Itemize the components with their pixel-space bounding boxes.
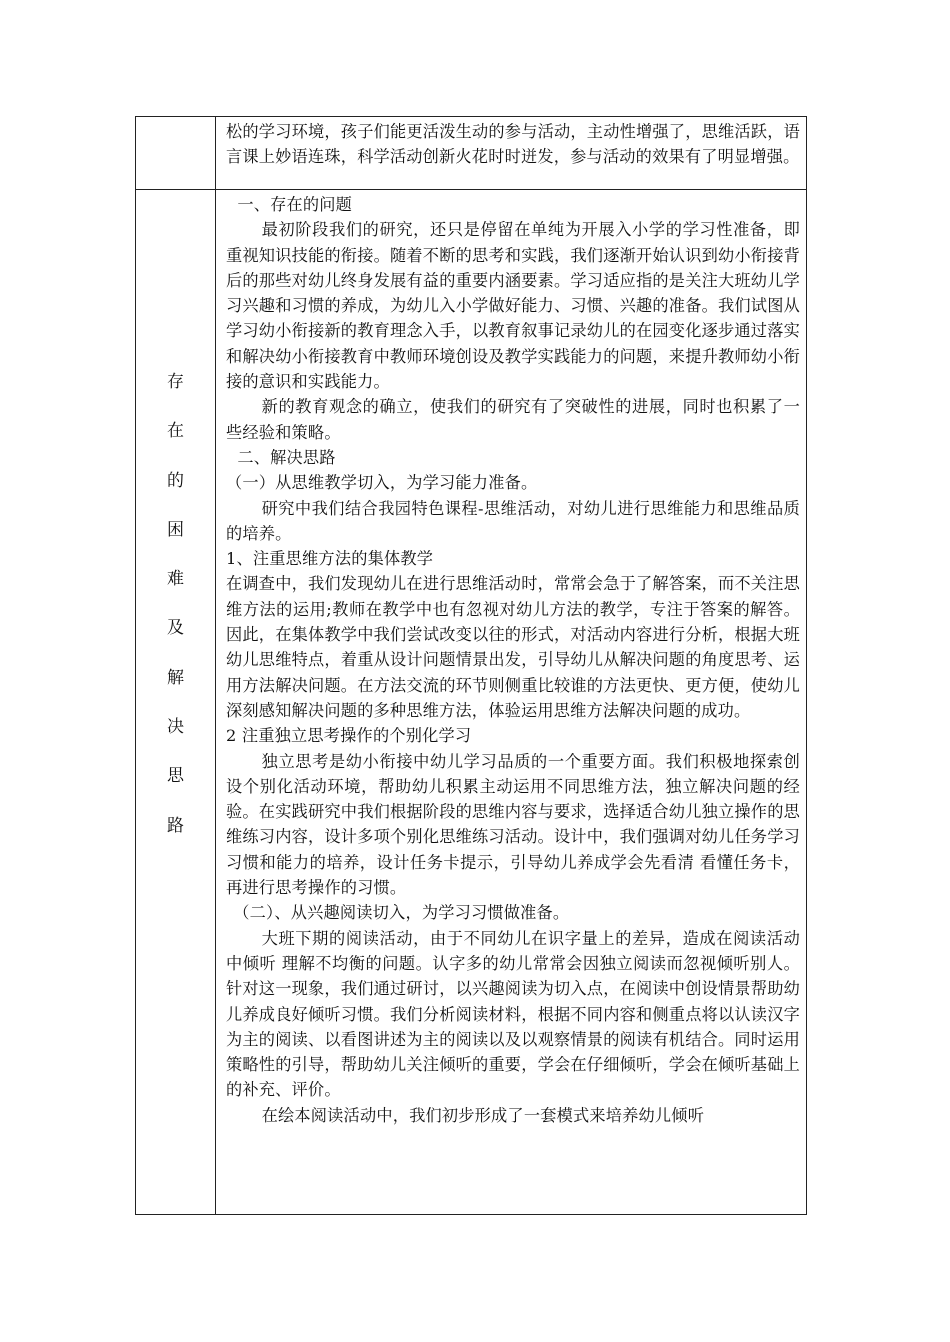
row1-label-cell bbox=[136, 117, 216, 190]
label-char: 及 bbox=[167, 618, 184, 639]
label-char: 难 bbox=[167, 569, 184, 590]
paragraph: 最初阶段我们的研究，还只是停留在单纯为开展入小学的学习性准备，即重视知识技能的衔接。随着不断的思考和实践，我们逐渐开始认识到幼小衔接背后的那些对幼儿终身发展有益的重要内涵要素。学习适应指的是关注大班幼儿学习兴趣和习惯的养成，为幼儿入小学做好能力、习惯、兴趣的准备。我们试图从学习幼小衔接新的教育理念入手，以教育叙事记录幼儿的在园变化逐步通过落实和解决幼小衔接教育中教师环境创设及教学实践能力的问题，来提升教师幼小衔接的意识和实践能力。 bbox=[226, 220, 800, 392]
subsection-heading: （一）从思维教学切入，为学习能力准备。 bbox=[226, 473, 538, 493]
table-row bbox=[136, 117, 807, 190]
label-char: 存 bbox=[167, 372, 184, 392]
document-table bbox=[135, 116, 807, 1215]
row1-content-cell bbox=[216, 117, 807, 190]
paragraph: 在绘本阅读活动中，我们初步形成了一套模式来培养幼儿倾听 bbox=[261, 1105, 705, 1125]
label-char: 路 bbox=[167, 815, 184, 836]
label-char: 解 bbox=[167, 667, 184, 688]
row2-content-cell bbox=[216, 190, 807, 1215]
paragraph: 大班下期的阅读活动，由于不同幼儿在识字量上的差异，造成在阅读活动中倾听 理解不均衡的问题。认字多的幼儿常常会因独立阅读而忽视倾听别人。针对这一现象，我们通过研讨，以兴趣阅读为切入点，在阅读中创设情景帮助幼儿养成良好倾听习惯。我们分析阅读材料，根据不同内容和侧重点将以认读汉字为主的阅读、以看图讲述为主的阅读以及以观察情景的阅读有机结合。同时运用策略性的引导，帮助幼儿关注倾听的重要，学会在仔细倾听，学会在倾听基础上的补充、评价。 bbox=[226, 928, 800, 1100]
section-heading: 二、解决思路 bbox=[237, 447, 336, 467]
label-char: 思 bbox=[167, 766, 184, 787]
paragraph: 研究中我们结合我园特色课程-思维活动，对幼儿进行思维能力和思维品质的培养。 bbox=[226, 498, 800, 543]
row-label-vertical bbox=[136, 190, 215, 851]
label-char: 决 bbox=[167, 717, 184, 738]
row1-paragraph: 松的学习环境，孩子们能更活泼生动的参与活动，主动性增强了，思维活跃，语言课上妙语连珠，科学活动创新火花时时迸发，参与活动的效果有了明显增强。 bbox=[226, 122, 800, 167]
paragraph: 在调查中，我们发现幼儿在进行思维活动时，常常会急于了解答案，而不关注思维方法的运用;教师在教学中也有忽视对幼儿方法的教学，专注于答案的解答。因此，在集体教学中我们尝试改变以往的形式，对活动内容进行分析，根据大班幼儿思维特点，着重从设计问题情景出发，引导幼儿从解决问题的角度思考、运用方法解决问题。在方法交流的环节则侧重比较谁的方法更快、更方便，使幼儿深刻感知解决问题的多种思维方法，体验运用思维方法解决问题的成功。 bbox=[226, 574, 800, 720]
label-char: 在 bbox=[167, 421, 184, 442]
item-heading: 1、注重思维方法的集体教学 bbox=[226, 549, 434, 569]
label-char: 的 bbox=[167, 470, 184, 491]
label-char: 困 bbox=[167, 519, 184, 540]
row2-label-cell bbox=[136, 190, 216, 1215]
section-heading: 一、存在的问题 bbox=[237, 195, 353, 214]
paragraph: 独立思考是幼小衔接中幼儿学习品质的一个重要方面。我们积极地探索创设个别化活动环境，帮助幼儿积累主动运用不同思维方法，独立解决问题的经验。在实践研究中我们根据阶段的思维内容与要求，选择适合幼儿独立操作的思维练习内容，设计多项个别化思维练习活动。设计中，我们强调对幼儿任务学习习惯和能力的培养，设计任务卡提示，引导幼儿养成学会先看清 看懂任务卡，再进行思考操作的习惯。 bbox=[226, 751, 800, 898]
table-row bbox=[136, 190, 807, 1215]
paragraph: 新的教育观念的确立，使我们的研究有了突破性的进展，同时也积累了一些经验和策略。 bbox=[226, 397, 800, 442]
subsection-heading: （二）、从兴趣阅读切入，为学习习惯做准备。 bbox=[233, 903, 570, 923]
item-heading: 2 注重独立思考操作的个别化学习 bbox=[226, 726, 472, 746]
